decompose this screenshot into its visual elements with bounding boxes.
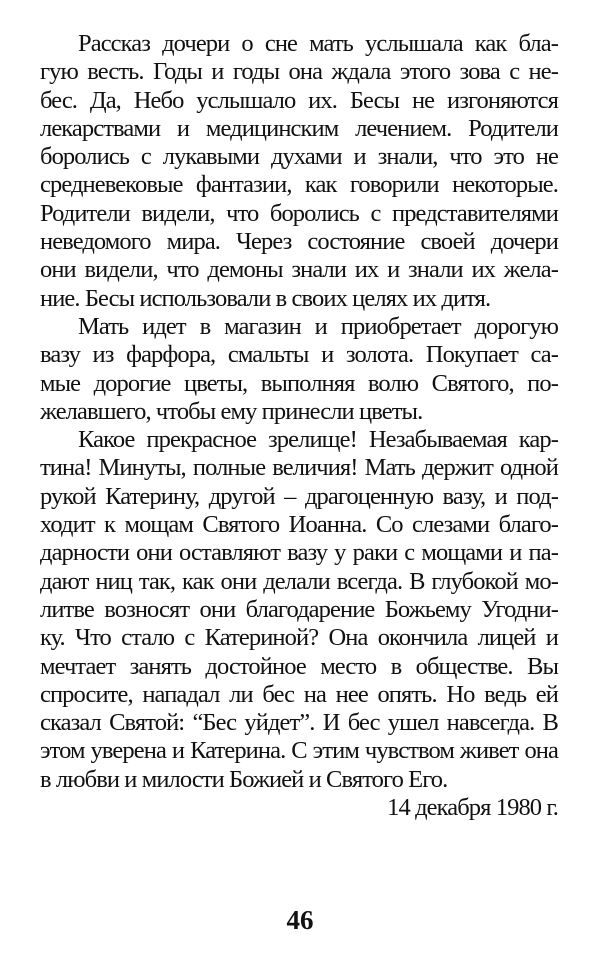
paragraph-1 (40, 30, 558, 313)
text-line: они видели, что демоны знали их и знали их жела- (40, 256, 558, 284)
text-line: мые дорогие цветы, выполняя волю Святого, по- (40, 369, 558, 397)
text-line: ходит к мощам Святого Иоанна. Со слезами благо- (40, 511, 558, 539)
text-line: гую весть. Годы и годы она ждала этого зова с не- (40, 58, 558, 86)
text-line: лекарствами и медицинским лечением. Родители (40, 114, 558, 142)
text-line: этом уверена и Катерина. С этим чувством живет она (40, 737, 558, 765)
text-line: спросите, нападал ли бес на нее опять. Но ведь ей (40, 680, 558, 708)
text-line: средневековые фантазии, как говорили некоторые. (40, 171, 558, 199)
text-line: Родители видели, что боролись с представителями (40, 199, 558, 227)
text-line: боролись с лукавыми духами и знали, что это не (40, 143, 558, 171)
text-line: тина! Минуты, полные величия! Мать держит одной (40, 454, 558, 482)
text-line: Рассказ дочери о сне мать услышала как бла- (78, 30, 558, 57)
signature-date: 14 декабря 1980 г. (387, 794, 558, 822)
text-line: дарности они оставляют вазу у раки с мощами и па- (40, 539, 558, 567)
paragraph-3 (40, 426, 558, 794)
text-line: в любви и милости Божией и Святого Его. (40, 765, 448, 793)
text-line: литве возносят они благодарение Божьему Угодни- (40, 595, 558, 623)
text-line: вазу из фарфора, смальты и золота. Покупает са- (40, 341, 558, 369)
text-line: дают ниц так, как они делали всегда. В глубокой мо- (40, 567, 558, 595)
text-line: Мать идет в магазин и приобретает дорогую (78, 312, 558, 340)
paragraph-2 (40, 313, 558, 426)
text-line: неведомого мира. Через состояние своей дочери (40, 228, 558, 256)
page-number: 46 (286, 905, 314, 935)
text-line: бес. Да, Небо услышало их. Бесы не изгоняются (40, 86, 558, 114)
text-line: мечтает занять достойное место в обществе. Вы (40, 652, 558, 680)
text-line: желавшего, чтобы ему принесли цветы. (40, 397, 423, 425)
text-line: ку. Что стало с Катериной? Она окончила лицей и (40, 624, 558, 652)
text-line: Какое прекрасное зрелище! Незабываемая кар- (78, 426, 558, 454)
page-text (40, 30, 558, 822)
text-line: ние. Бесы использовали в своих целях их дитя. (40, 284, 491, 312)
text-line: сказал Святой: “Бес уйдет”. И бес ушел навсегда. В (40, 709, 558, 737)
text-line: рукой Катерину, другой – драгоценную вазу, и под- (40, 482, 558, 510)
